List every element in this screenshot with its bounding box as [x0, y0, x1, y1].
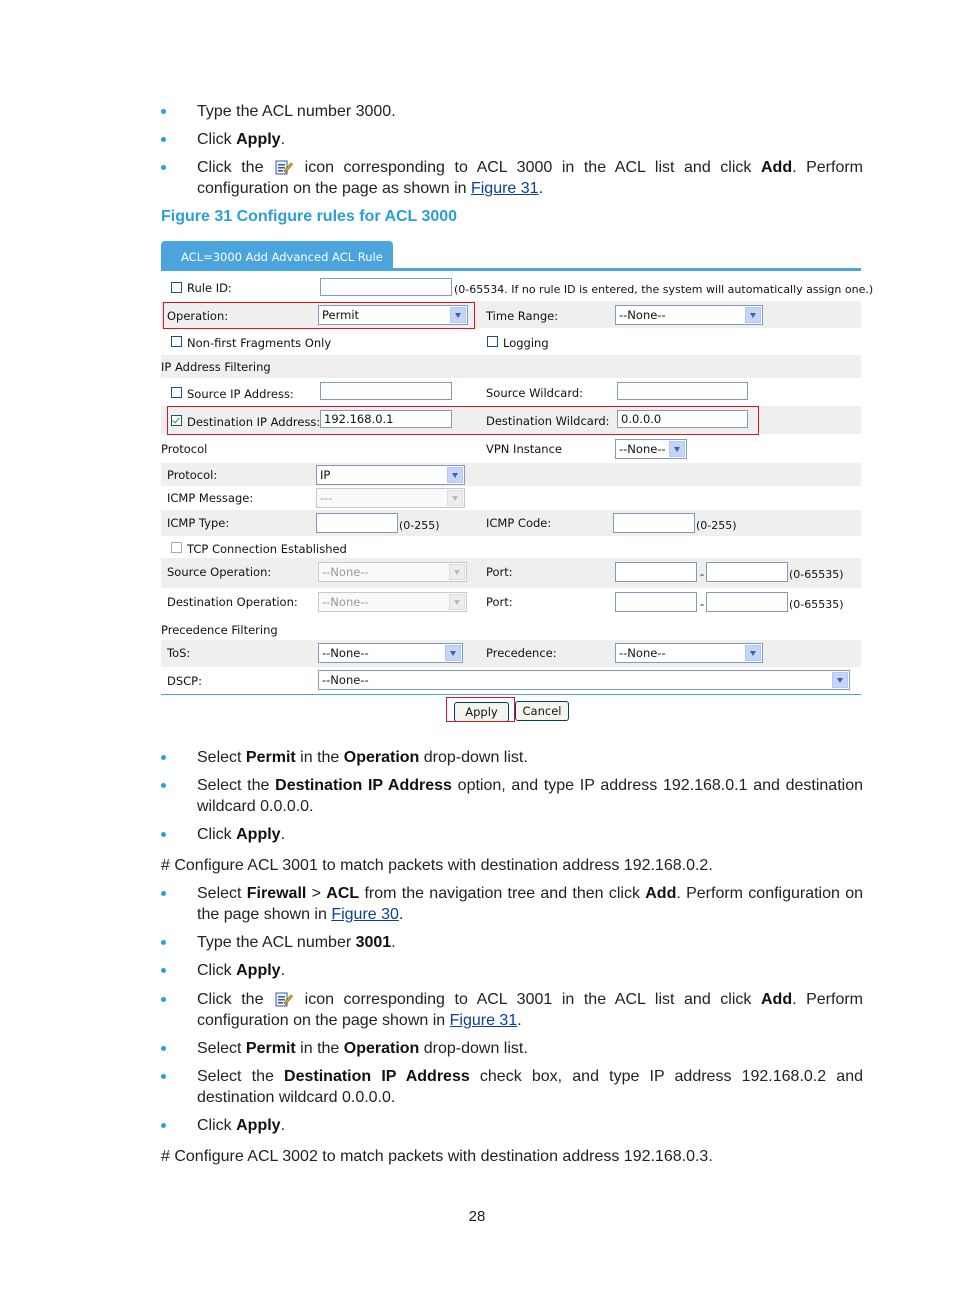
bullet-click-icon: Click the icon corresponding to ACL 3000 in the ACL list and click Add. Perform configuration on the page as shown in Figure 31. [161, 157, 863, 199]
link-figure-30[interactable]: Figure 30 [331, 906, 399, 923]
precedence-select[interactable]: --None-- [615, 643, 763, 663]
tab-add-advanced-acl-rule[interactable]: ACL=3000 Add Advanced ACL Rule [161, 241, 393, 269]
chevron-down-icon [449, 594, 465, 610]
edit-icon [275, 991, 293, 1007]
bullet-dot [161, 1046, 166, 1051]
chevron-down-icon [447, 490, 463, 506]
chevron-down-icon [445, 645, 461, 661]
tcp-established-checkbox[interactable] [171, 542, 182, 553]
bullet-click-apply: Click Apply. [161, 129, 863, 150]
row-fragments [161, 328, 861, 355]
operation-select[interactable]: Permit [318, 305, 468, 325]
bullet-dot [161, 137, 166, 142]
bullet-select-destination-ip-2: Select the Destination IP Address check box, and type IP address 192.168.0.2 and destination wildcard 0.0.0.0. [161, 1066, 863, 1108]
bullet-dot [161, 997, 166, 1002]
icmp-message-select[interactable]: --- [316, 488, 465, 508]
ip-filtering-header: IP Address Filtering [161, 360, 271, 374]
destination-port-end-input[interactable] [706, 592, 788, 612]
row-destination-operation [161, 588, 861, 618]
dscp-select[interactable]: --None-- [318, 670, 850, 690]
bullet-select-permit-2: Select Permit in the Operation drop-down list. [161, 1038, 863, 1059]
apply-button[interactable]: Apply [454, 702, 509, 722]
destination-wildcard-input[interactable]: 0.0.0.0 [617, 410, 748, 428]
source-ip-checkbox[interactable] [171, 387, 182, 398]
source-port-end-input[interactable] [706, 562, 788, 582]
chevron-down-icon [745, 645, 761, 661]
tcp-established-label: TCP Connection Established [187, 542, 347, 556]
bullet-dot [161, 1074, 166, 1079]
icmp-message-label: ICMP Message: [167, 491, 254, 505]
source-wildcard-label: Source Wildcard: [486, 386, 584, 400]
bullet-select-permit: Select Permit in the Operation drop-down list. [161, 747, 863, 768]
paragraph-configure-acl-3002: # Configure ACL 3002 to match packets with destination address 192.168.0.3. [161, 1148, 713, 1165]
operation-label: Operation: [167, 309, 229, 323]
source-wildcard-input[interactable] [617, 382, 748, 400]
vpn-instance-select[interactable]: --None-- [615, 439, 687, 459]
paragraph-configure-acl-3001: # Configure ACL 3001 to match packets with destination address 192.168.0.2. [161, 857, 713, 874]
row-icmp-message [161, 486, 861, 510]
bullet-type-acl-3001: Type the ACL number 3001. [161, 932, 863, 953]
bullet-select-destination-ip: Select the Destination IP Address option, and type IP address 192.168.0.1 and destination wildcard 0.0.0.0. [161, 775, 863, 817]
row-rule-id [161, 275, 874, 301]
bullet-dot [161, 891, 166, 896]
protocol-label: Protocol: [167, 468, 218, 482]
rule-id-hint: (0-65534. If no rule ID is entered, the system will automatically assign one.) [454, 283, 874, 296]
chevron-down-icon [447, 467, 463, 483]
precedence-header: Precedence Filtering [161, 623, 278, 637]
chevron-down-icon [669, 441, 685, 457]
source-port-dash: - [700, 567, 705, 581]
row-tos [161, 640, 861, 667]
row-protocol [161, 463, 861, 486]
icmp-type-hint: (0-255) [399, 519, 440, 532]
highlight-operation [163, 302, 475, 329]
chevron-down-icon [449, 564, 465, 580]
dscp-label: DSCP: [167, 674, 202, 688]
source-operation-select[interactable]: --None-- [318, 562, 467, 582]
bullet-dot [161, 832, 166, 837]
destination-operation-label: Destination Operation: [167, 595, 298, 609]
tab-underline [161, 268, 861, 271]
destination-port-hint: (0-65535) [789, 598, 844, 611]
non-first-fragments-checkbox[interactable] [171, 336, 182, 347]
acl-rule-form [161, 240, 874, 722]
precedence-label: Precedence: [486, 646, 557, 660]
icmp-code-hint: (0-255) [696, 519, 737, 532]
icmp-type-input[interactable] [316, 513, 398, 533]
logging-checkbox[interactable] [487, 336, 498, 347]
link-figure-31-b[interactable]: Figure 31 [449, 1012, 518, 1029]
source-operation-label: Source Operation: [167, 565, 272, 579]
row-tcp-established [161, 536, 861, 558]
bullet-dot [161, 968, 166, 973]
row-source-operation [161, 558, 861, 588]
icmp-code-input[interactable] [613, 513, 695, 533]
non-first-fragments-label: Non-first Fragments Only [187, 336, 332, 350]
icmp-type-label: ICMP Type: [167, 516, 230, 530]
source-ip-input[interactable] [320, 382, 452, 400]
destination-port-start-input[interactable] [615, 592, 697, 612]
source-port-label: Port: [486, 565, 513, 579]
logging-label: Logging [503, 336, 549, 350]
tos-label: ToS: [167, 646, 191, 660]
icmp-code-label: ICMP Code: [486, 516, 552, 530]
protocol-header: Protocol [161, 442, 208, 456]
time-range-select[interactable]: --None-- [615, 305, 763, 325]
bullet-dot [161, 755, 166, 760]
bullet-dot [161, 1123, 166, 1128]
page-number: 28 [468, 1208, 486, 1225]
rule-id-input[interactable] [320, 278, 452, 296]
chevron-down-icon [745, 307, 761, 323]
protocol-select[interactable]: IP [316, 465, 465, 485]
row-dscp [161, 667, 861, 694]
destination-wildcard-label: Destination Wildcard: [486, 414, 610, 428]
bullet-dot [161, 109, 166, 114]
row-ip-filtering-header [161, 355, 861, 378]
chevron-down-icon [832, 672, 848, 688]
figure-title: Figure 31 Configure rules for ACL 3000 [161, 208, 458, 225]
row-icmp-type [161, 510, 861, 536]
rule-id-checkbox[interactable] [171, 282, 182, 293]
highlight-destination [167, 406, 759, 435]
destination-ip-label: Destination IP Address: [187, 415, 321, 429]
vpn-instance-label: VPN Instance [486, 442, 562, 456]
destination-port-dash: - [700, 597, 705, 611]
bullet-click-apply-2: Click Apply. [161, 824, 863, 845]
cancel-button[interactable]: Cancel [515, 701, 569, 721]
time-range-label: Time Range: [486, 309, 559, 323]
form-bottom-line [161, 694, 861, 695]
source-ip-label: Source IP Address: [187, 387, 294, 401]
destination-operation-select[interactable]: --None-- [318, 592, 467, 612]
bullet-dot [161, 783, 166, 788]
bullet-dot [161, 940, 166, 945]
bullet-select-firewall-acl: Select Firewall > ACL from the navigation tree and then click Add. Perform configuration on the page shown in Figure 30. [161, 883, 863, 925]
bullet-dot [161, 165, 166, 170]
source-port-start-input[interactable] [615, 562, 697, 582]
bullet-click-apply-4: Click Apply. [161, 1115, 863, 1136]
link-figure-31[interactable]: Figure 31 [470, 180, 539, 197]
row-precedence-header [161, 618, 861, 640]
destination-port-label: Port: [486, 595, 513, 609]
bullet-type-acl-3000: Type the ACL number 3000. [161, 101, 863, 122]
destination-ip-input[interactable]: 192.168.0.1 [320, 410, 452, 428]
bullet-click-apply-3: Click Apply. [161, 960, 863, 981]
edit-icon [275, 159, 293, 175]
row-source-ip [161, 378, 861, 406]
rule-id-label: Rule ID: [187, 281, 232, 295]
row-protocol-header [161, 434, 861, 463]
bullet-click-icon-3001: Click the icon corresponding to ACL 3001 in the ACL list and click Add. Perform configuration on the page shown in Figure 31. [161, 989, 863, 1031]
tos-select[interactable]: --None-- [318, 643, 463, 663]
highlight-apply [446, 697, 515, 722]
source-port-hint: (0-65535) [789, 568, 844, 581]
